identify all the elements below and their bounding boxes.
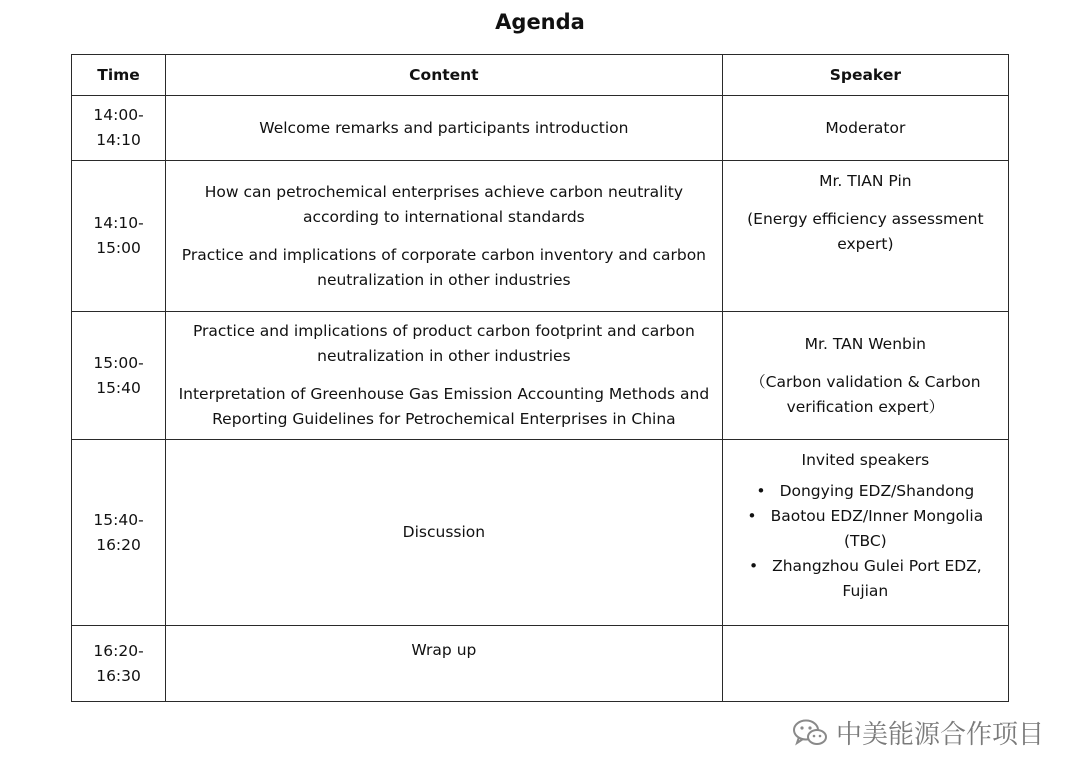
- table-row: [72, 312, 1009, 440]
- content-text: Discussion: [402, 523, 486, 541]
- watermark-text: 中美能源合作项目: [835, 720, 1044, 750]
- time-start: 14:00-: [93, 106, 144, 124]
- header-content: Content: [166, 55, 723, 96]
- content-text: Practice and implications of product carbon footprint and carbon neutralization in other industries: [192, 322, 695, 365]
- time-cell: [72, 312, 166, 440]
- content-text: Practice and implications of corporate carbon inventory and carbon neutralization in other industries: [181, 245, 707, 289]
- header-row: [72, 55, 1009, 96]
- speaker-name: Moderator: [825, 118, 906, 137]
- content-cell: [166, 96, 723, 161]
- agenda-table: [71, 54, 1009, 702]
- content-text: Wrap up: [411, 641, 477, 659]
- content-text: Interpretation of Greenhouse Gas Emission Accounting Methods and Reporting Guidelines for Petrochemical Enterprises in China: [178, 385, 710, 428]
- speaker-cell: [722, 312, 1008, 440]
- speaker-item: Baotou EDZ/Inner Mongolia (TBC): [770, 507, 984, 550]
- page-title: Agenda: [495, 10, 585, 34]
- speaker-name: Mr. TAN Wenbin: [804, 334, 926, 353]
- bullet-icon: •: [748, 557, 759, 575]
- time-start: 15:00-: [93, 353, 144, 372]
- content-text: How can petrochemical enterprises achieve carbon neutrality according to international standards: [204, 182, 684, 226]
- table-row: [72, 96, 1009, 161]
- table-row: [72, 440, 1009, 626]
- content-text: Welcome remarks and participants introduction: [259, 118, 629, 137]
- speaker-cell: [722, 161, 1008, 312]
- speaker-list: [731, 479, 1000, 604]
- time-start: 16:20-: [93, 641, 144, 660]
- speaker-cell: [722, 440, 1008, 626]
- speaker-item: Dongying EDZ/Shandong: [779, 482, 975, 500]
- watermark: [792, 714, 1044, 751]
- time-end: 15:40: [96, 378, 141, 397]
- time-start: 15:40-: [93, 510, 144, 529]
- time-start: 14:10-: [93, 214, 144, 232]
- speaker-item: Zhangzhou Gulei Port EDZ, Fujian: [772, 557, 982, 600]
- speaker-heading: Invited speakers: [801, 451, 930, 469]
- time-cell: [72, 626, 166, 702]
- content-cell: [166, 440, 723, 626]
- content-cell: [166, 626, 723, 702]
- speaker-role: （Carbon validation & Carbon verification expert）: [750, 372, 981, 416]
- content-cell: [166, 312, 723, 440]
- time-end: 16:20: [96, 535, 141, 554]
- wechat-icon: [792, 718, 828, 748]
- time-cell: [72, 96, 166, 161]
- speaker-role: (Energy efficiency assessment expert): [747, 210, 984, 253]
- bullet-icon: •: [747, 507, 757, 525]
- content-cell: [166, 161, 723, 312]
- list-item: [731, 479, 1000, 504]
- table-row: [72, 626, 1009, 702]
- time-cell: [72, 440, 166, 626]
- list-item: [731, 504, 1000, 554]
- speaker-name: Mr. TIAN Pin: [819, 172, 912, 190]
- time-end: 14:10: [96, 131, 141, 149]
- header-time: Time: [72, 55, 166, 96]
- time-cell: [72, 161, 166, 312]
- bullet-icon: •: [756, 482, 766, 500]
- speaker-cell: [722, 626, 1008, 702]
- time-end: 16:30: [96, 666, 141, 685]
- time-end: 15:00: [96, 239, 141, 257]
- speaker-cell: [722, 96, 1008, 161]
- list-item: [731, 554, 1000, 604]
- header-speaker: Speaker: [722, 55, 1008, 96]
- table-row: [72, 161, 1009, 312]
